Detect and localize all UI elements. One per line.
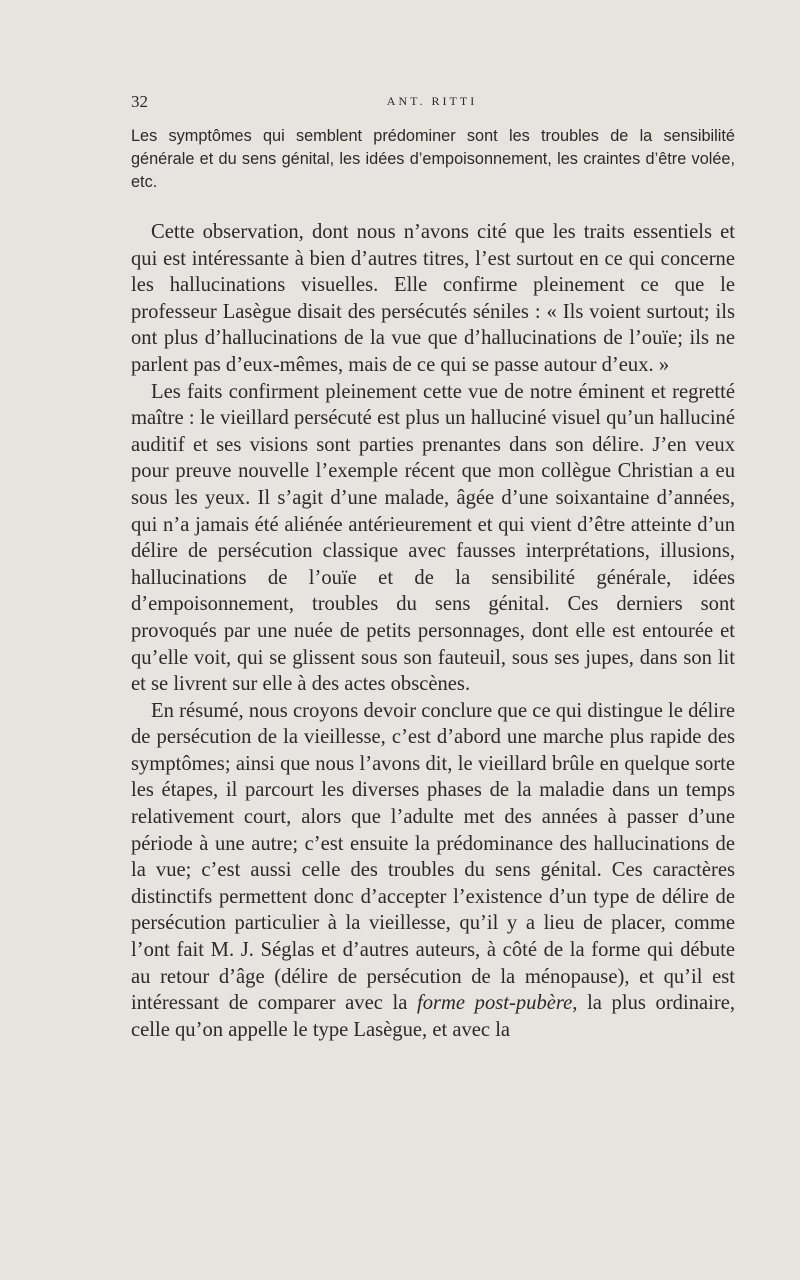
intro-paragraph: Les symptômes qui semblent prédominer sont les troubles de la sensibilité générale et du sens génital, les idées d’empoisonnement, les craintes d’être volée, etc. [131, 127, 735, 191]
running-head: ANT. RITTI [386, 94, 478, 108]
page-number: 32 [131, 92, 148, 111]
resume-emphasis: forme post-pubère, [417, 992, 578, 1015]
body-text [131, 219, 735, 1043]
page-content [131, 125, 735, 1043]
resume-text-after: la plus ordinaire, celle qu’on appelle le type Lasègue, et avec la [131, 992, 736, 1041]
paragraph-resume [131, 698, 735, 1044]
page-header [131, 92, 733, 114]
resume-text-before: En résumé, nous croyons devoir conclure que ce qui distingue le délire de persécution de la vieillesse, c’est d’abord une marche plus rapide des symptômes; ainsi que nous l’avons dit, le vieillard brûle en quelque sorte les étapes, il parcourt les diverses phases de la maladie dans un temps relativement court, alors que l’adulte met des années à passer d’une période à une autre; c’est ensuite la prédominance des hallucinations de la vue; c’est aussi celle des troubles du sens génital. Ces caractères distinctifs permettent donc d’accepter l’existence d’un type de délire de persécution particulier à la vieillesse, qu’il y a lieu de placer, comme l’ont fait M. J. Séglas et d’autres auteurs, à côté de la forme qui débute au retour d’âge (délire de persécution de la ménopause), et qu’il est intéressant de comparer avec la [131, 699, 735, 1015]
paragraph-faits: Les faits confirment pleinement cette vue de notre éminent et regretté maître : le vieillard persécuté est plus un halluciné visuel qu’un halluciné auditif et ses visions sont parties prenantes dans son délire. J’en veux pour preuve nouvelle l’exemple récent que mon collègue Christian a eu sous les yeux. Il s’agit d’une malade, âgée d’une soixantaine d’années, qui n’a jamais été aliénée antérieurement et qui vient d’être atteinte d’un délire de persécution classique avec fausses interprétations, illusions, hallucinations de l’ouïe et de la sensibilité générale, idées d’empoisonnement, troubles du sens génital. Ces derniers sont provoqués par une nuée de petits personnages, dont elle est entourée et qu’elle voit, qui se glissent sous son fauteuil, sous ses jupes, dans son lit et se livrent sur elle à des actes obscènes. [131, 380, 735, 696]
paragraph-observation: Cette observation, dont nous n’avons cité que les traits essentiels et qui est intéressante à bien d’autres titres, l’est surtout en ce qui concerne les hallucinations visuelles. Elle confirme pleinement ce que le professeur Lasègue disait des persécutés séniles : « Ils voient surtout; ils ont plus d’hallucinations de la vue que d’hallucinations de l’ouïe; ils ne parlent pas d’eux-mêmes, mais de ce qui se passe autour d’eux. » [131, 221, 735, 376]
